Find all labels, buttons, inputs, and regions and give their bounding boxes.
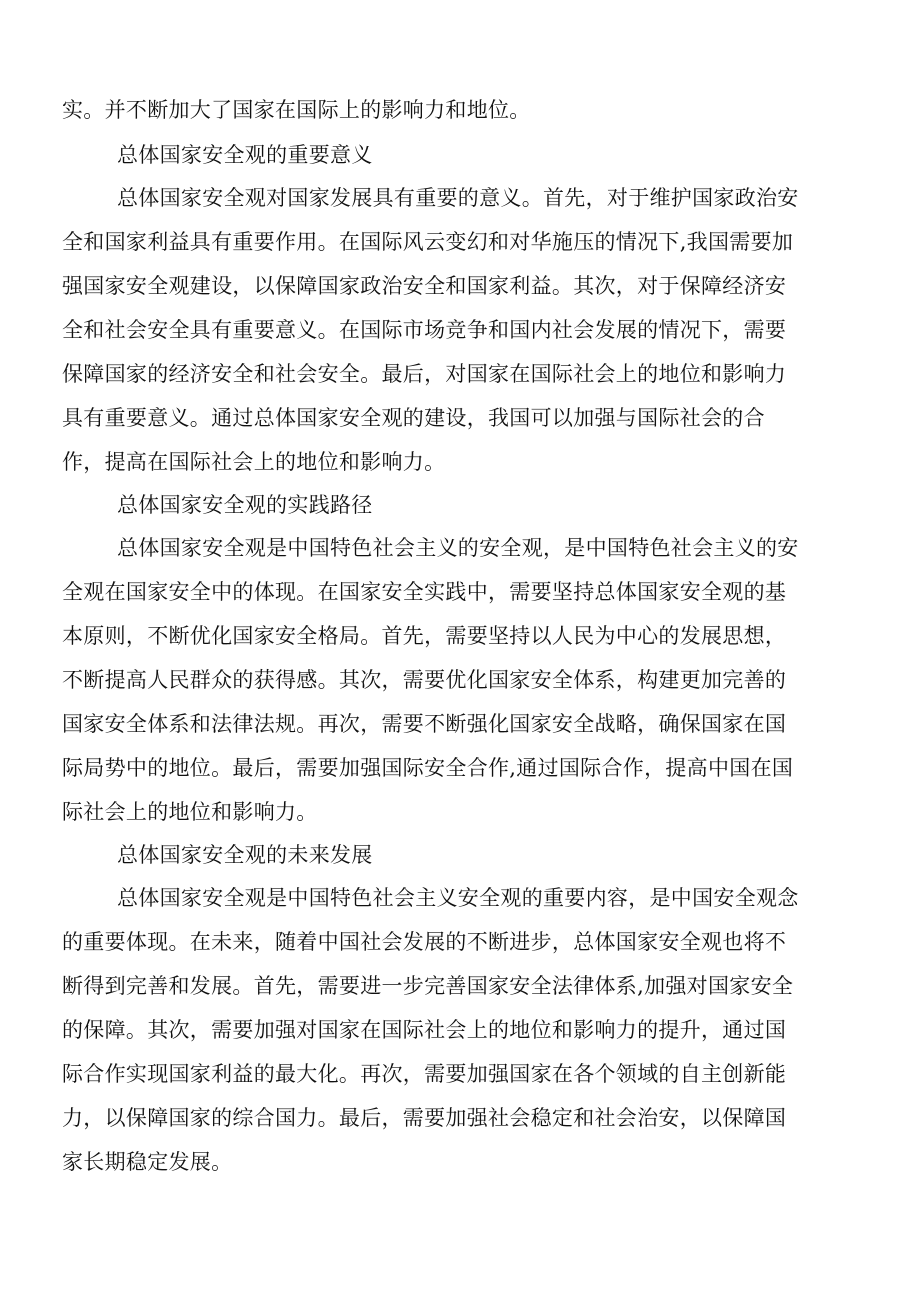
body-text-line: 保障国家的经济安全和社会安全。最后，对国家在国际社会上的地位和影响力 xyxy=(62,362,787,386)
section-heading: 总体国家安全观的重要意义 xyxy=(117,143,373,167)
body-text-line: 总体国家安全观是中国特色社会主义的安全观，是中国特色社会主义的安 xyxy=(117,536,799,560)
body-text-line: 本原则，不断优化国家安全格局。首先，需要坚持以人民为中心的发展思想， xyxy=(62,624,787,648)
section-heading: 总体国家安全观的未来发展 xyxy=(117,843,373,867)
body-text-line: 实。并不断加大了国家在国际上的影响力和地位。 xyxy=(62,98,531,122)
body-text-line: 不断提高人民群众的获得感。其次，需要优化国家安全体系，构建更加完善的 xyxy=(62,668,787,692)
body-text-line: 际社会上的地位和影响力。 xyxy=(62,800,318,824)
body-text-line: 家长期稳定发展。 xyxy=(62,1150,233,1174)
body-text-line: 际局势中的地位。最后，需要加强国际安全合作,通过国际合作，提高中国在国 xyxy=(62,756,794,780)
section-heading: 总体国家安全观的实践路径 xyxy=(117,493,373,517)
body-text-line: 全和社会安全具有重要意义。在国际市场竞争和国内社会发展的情况下，需要 xyxy=(62,318,787,342)
body-text-line: 力，以保障国家的综合国力。最后，需要加强社会稳定和社会治安，以保障国 xyxy=(62,1106,787,1130)
body-text-line: 际合作实现国家利益的最大化。再次，需要加强国家在各个领域的自主创新能 xyxy=(62,1062,787,1086)
body-text-line: 强国家安全观建设，以保障国家政治安全和国家利益。其次，对于保障经济安 xyxy=(62,274,787,298)
body-text-line: 断得到完善和发展。首先，需要进一步完善国家安全法律体系,加强对国家安全 xyxy=(62,974,794,998)
body-text-line: 全观在国家安全中的体现。在国家安全实践中，需要坚持总体国家安全观的基 xyxy=(62,580,787,604)
body-text-line: 作，提高在国际社会上的地位和影响力。 xyxy=(62,450,446,474)
body-text-line: 全和国家利益具有重要作用。在国际风云变幻和对华施压的情况下,我国需要加 xyxy=(62,230,794,254)
body-text-line: 具有重要意义。通过总体国家安全观的建设，我国可以加强与国际社会的合 xyxy=(62,406,765,430)
body-text-line: 总体国家安全观对国家发展具有重要的意义。首先，对于维护国家政治安 xyxy=(117,186,799,210)
body-text-line: 国家安全体系和法律法规。再次，需要不断强化国家安全战略，确保国家在国 xyxy=(62,712,787,736)
body-text-line: 的保障。其次，需要加强对国家在国际社会上的地位和影响力的提升，通过国 xyxy=(62,1018,787,1042)
body-text-line: 的重要体现。在未来，随着中国社会发展的不断进步，总体国家安全观也将不 xyxy=(62,930,787,954)
body-text-line: 总体国家安全观是中国特色社会主义安全观的重要内容，是中国安全观念 xyxy=(117,886,799,910)
